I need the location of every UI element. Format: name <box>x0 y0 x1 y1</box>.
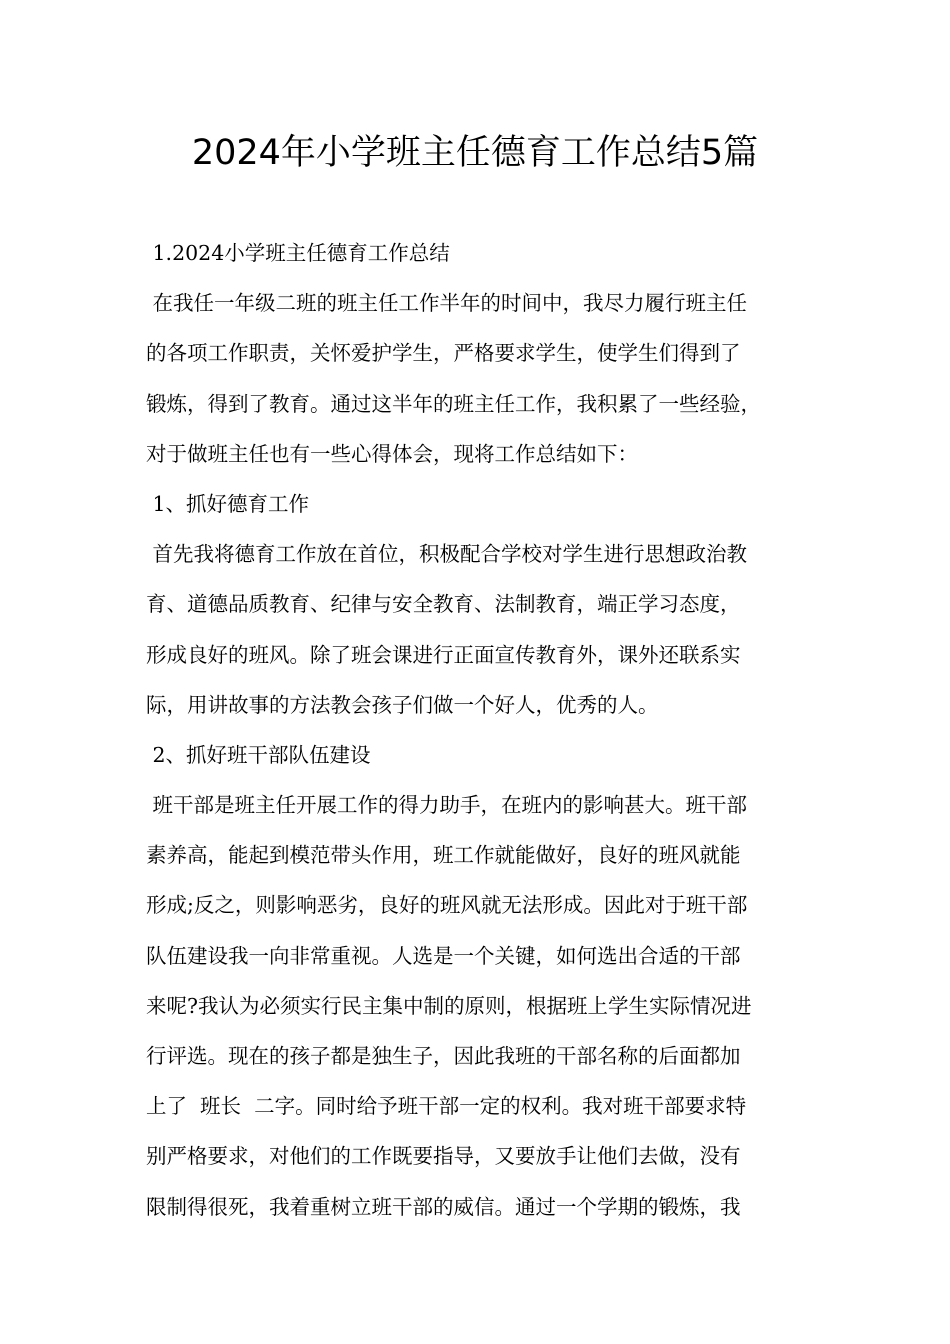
text-line: 在我任一年级二班的班主任工作半年的时间中，我尽力履行班主任 <box>146 291 748 316</box>
text-line: 素养高，能起到模范带头作用，班工作就能做好，良好的班风就能 <box>146 843 741 868</box>
text-line: 际，用讲故事的方法教会孩子们做一个好人，优秀的人。 <box>146 692 659 717</box>
text-line: 限制得很死，我着重树立班干部的威信。通过一个学期的锻炼，我 <box>146 1194 741 1219</box>
text-line: 队伍建设我一向非常重视。人选是一个关键，如何选出合适的干部 <box>146 943 741 968</box>
text-line: 的各项工作职责，关怀爱护学生，严格要求学生，使学生们得到了 <box>146 341 741 366</box>
document-title: 2024年小学班主任德育工作总结5篇 <box>191 133 759 173</box>
text-line: 来呢?我认为必须实行民主集中制的原则，根据班上学生实际情况进 <box>146 993 752 1018</box>
text-line: 行评选。现在的孩子都是独生子，因此我班的干部名称的后面都加 <box>146 1044 741 1068</box>
document-body <box>146 228 836 1232</box>
text-line: 别严格要求，对他们的工作既要指导，又要放手让他们去做，没有 <box>146 1144 741 1169</box>
text-line: 2、抓好班干部队伍建设 <box>146 742 371 767</box>
text-line: 首先我将德育工作放在首位，积极配合学校对学生进行思想政治教 <box>146 542 748 567</box>
text-line: 锻炼，得到了教育。通过这半年的班主任工作，我积累了一些经验， <box>146 391 761 416</box>
text-line: 上了 班长 二字。同时给予班干部一定的权利。我对班干部要求特 <box>146 1094 747 1119</box>
text-line: 对于做班主任也有一些心得体会，现将工作总结如下： <box>146 441 638 466</box>
text-line: 形成;反之，则影响恶劣，良好的班风就无法形成。因此对于班干部 <box>146 893 748 918</box>
text-line: 1、抓好德育工作 <box>146 491 310 516</box>
text-line: 班干部是班主任开展工作的得力助手，在班内的影响甚大。班干部 <box>146 793 748 818</box>
text-line: 1.2024小学班主任德育工作总结 <box>146 241 450 265</box>
text-line: 育、道德品质教育、纪律与安全教育、法制教育，端正学习态度， <box>146 592 741 617</box>
text-line: 形成良好的班风。除了班会课进行正面宣传教育外，课外还联系实 <box>146 642 741 667</box>
